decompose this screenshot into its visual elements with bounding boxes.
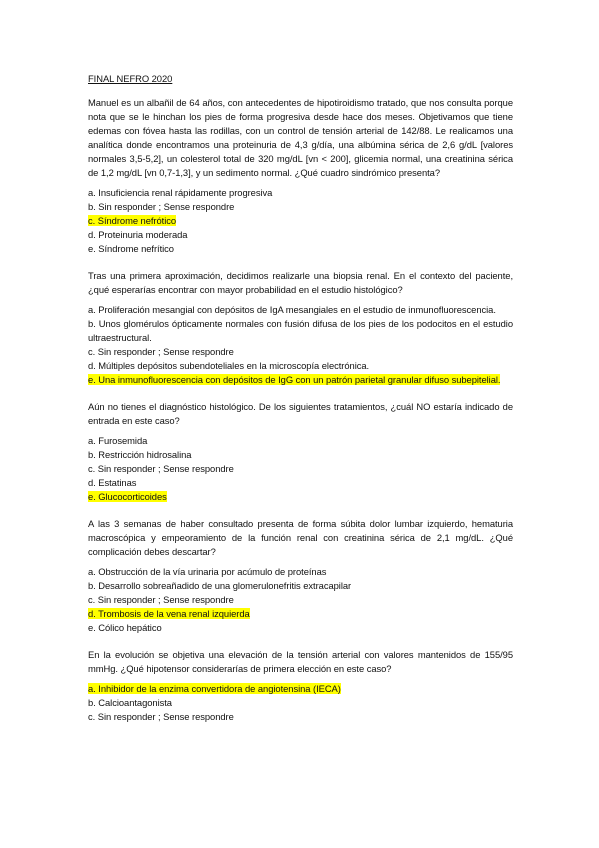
q2-option-b: b. Unos glomérulos ópticamente normales con fusión difusa de los pies de los podocitos en el estudio ultraestructural.	[88, 318, 513, 343]
q2-option-e-highlighted: e. Una inmunofluorescencia con depósitos de IgG con un patrón parietal granular difuso subepitelial.	[88, 374, 501, 385]
q3-option-e-highlighted: e. Glucocorticoides	[88, 491, 167, 502]
q4-option-b: b. Desarrollo sobreañadido de una glomerulonefritis extracapilar	[88, 580, 352, 591]
question-5-options	[88, 682, 513, 724]
document-title: FINAL NEFRO 2020	[88, 73, 173, 84]
q5-option-c: c. Sin responder ; Sense respondre	[88, 711, 234, 722]
q3-option-d: d. Estatinas	[88, 477, 137, 488]
q1-option-a: a. Insuficiencia renal rápidamente progresiva	[88, 187, 273, 198]
q2-option-d: d. Múltiples depósitos subendoteliales en la microscopía electrónica.	[88, 360, 370, 371]
q3-option-a: a. Furosemida	[88, 435, 148, 446]
question-2-text: Tras una primera aproximación, decidimos realizarle una biopsia renal. En el contexto del paciente, ¿qué esperarías encontrar con mayor probabilidad en el estudio histológico?	[88, 270, 513, 295]
q4-option-d-highlighted: d. Trombosis de la vena renal izquierda	[88, 608, 250, 619]
question-1-text: Manuel es un albañil de 64 años, con antecedentes de hipotiroidismo tratado, que nos consulta porque nota que se le hinchan los pies de forma progresiva desde hace dos meses. Objetivamos que tiene edemas con fóvea hasta las rodillas, con un control de tensión arterial de 142/88. Le realicamos una analítica donde encontramos una proteinuria de 4,3 g/día, una albúmina sérica de 2,6 g/dL [valores normales 3,5-5,2], un colesterol total de 320 mg/dL [vn < 200], glicemia normal, una creatinina sérica de 1,2 mg/dL [vn 0,7-1,3], y un sedimento normal. ¿Qué cuadro sindrómico presenta?	[88, 97, 513, 178]
question-4-text: A las 3 semanas de haber consultado presenta de forma súbita dolor lumbar izquierdo, hematuria macroscópica y empeoramiento de la función renal con creatinina sérica de 2,1 mg/dL. ¿Qué complicación debes descartar?	[88, 518, 513, 557]
question-1-options	[88, 186, 513, 256]
q4-option-c: c. Sin responder ; Sense respondre	[88, 594, 234, 605]
question-5-text: En la evolución se objetiva una elevación de la tensión arterial con valores mantenidos de 155/95 mmHg. ¿Qué hipotensor considerarías de primera elección en este caso?	[88, 649, 513, 674]
q2-option-a: a. Proliferación mesangial con depósitos de IgA mesangiales en el estudio de inmunofluorescencia.	[88, 304, 496, 315]
q5-option-a-highlighted: a. Inhibidor de la enzima convertidora de angiotensina (IECA)	[88, 683, 341, 694]
question-4-options	[88, 565, 513, 635]
q5-option-b: b. Calcioantagonista	[88, 697, 172, 708]
q1-option-e: e. Síndrome nefrítico	[88, 243, 174, 254]
q3-option-c: c. Sin responder ; Sense respondre	[88, 463, 234, 474]
q3-option-b: b. Restricción hidrosalina	[88, 449, 192, 460]
q1-option-c-highlighted: c. Síndrome nefrótico	[88, 215, 177, 226]
q1-option-b: b. Sin responder ; Sense respondre	[88, 201, 235, 212]
q2-option-c: c. Sin responder ; Sense respondre	[88, 346, 234, 357]
question-2-options	[88, 303, 513, 387]
q4-option-e: e. Cólico hepático	[88, 622, 162, 633]
question-3-options	[88, 434, 513, 504]
question-3-text: Aún no tienes el diagnóstico histológico. De los siguientes tratamientos, ¿cuál NO estaría indicado de entrada en este caso?	[88, 401, 513, 426]
q1-option-d: d. Proteinuria moderada	[88, 229, 188, 240]
q4-option-a: a. Obstrucción de la vía urinaria por acúmulo de proteínas	[88, 566, 327, 577]
